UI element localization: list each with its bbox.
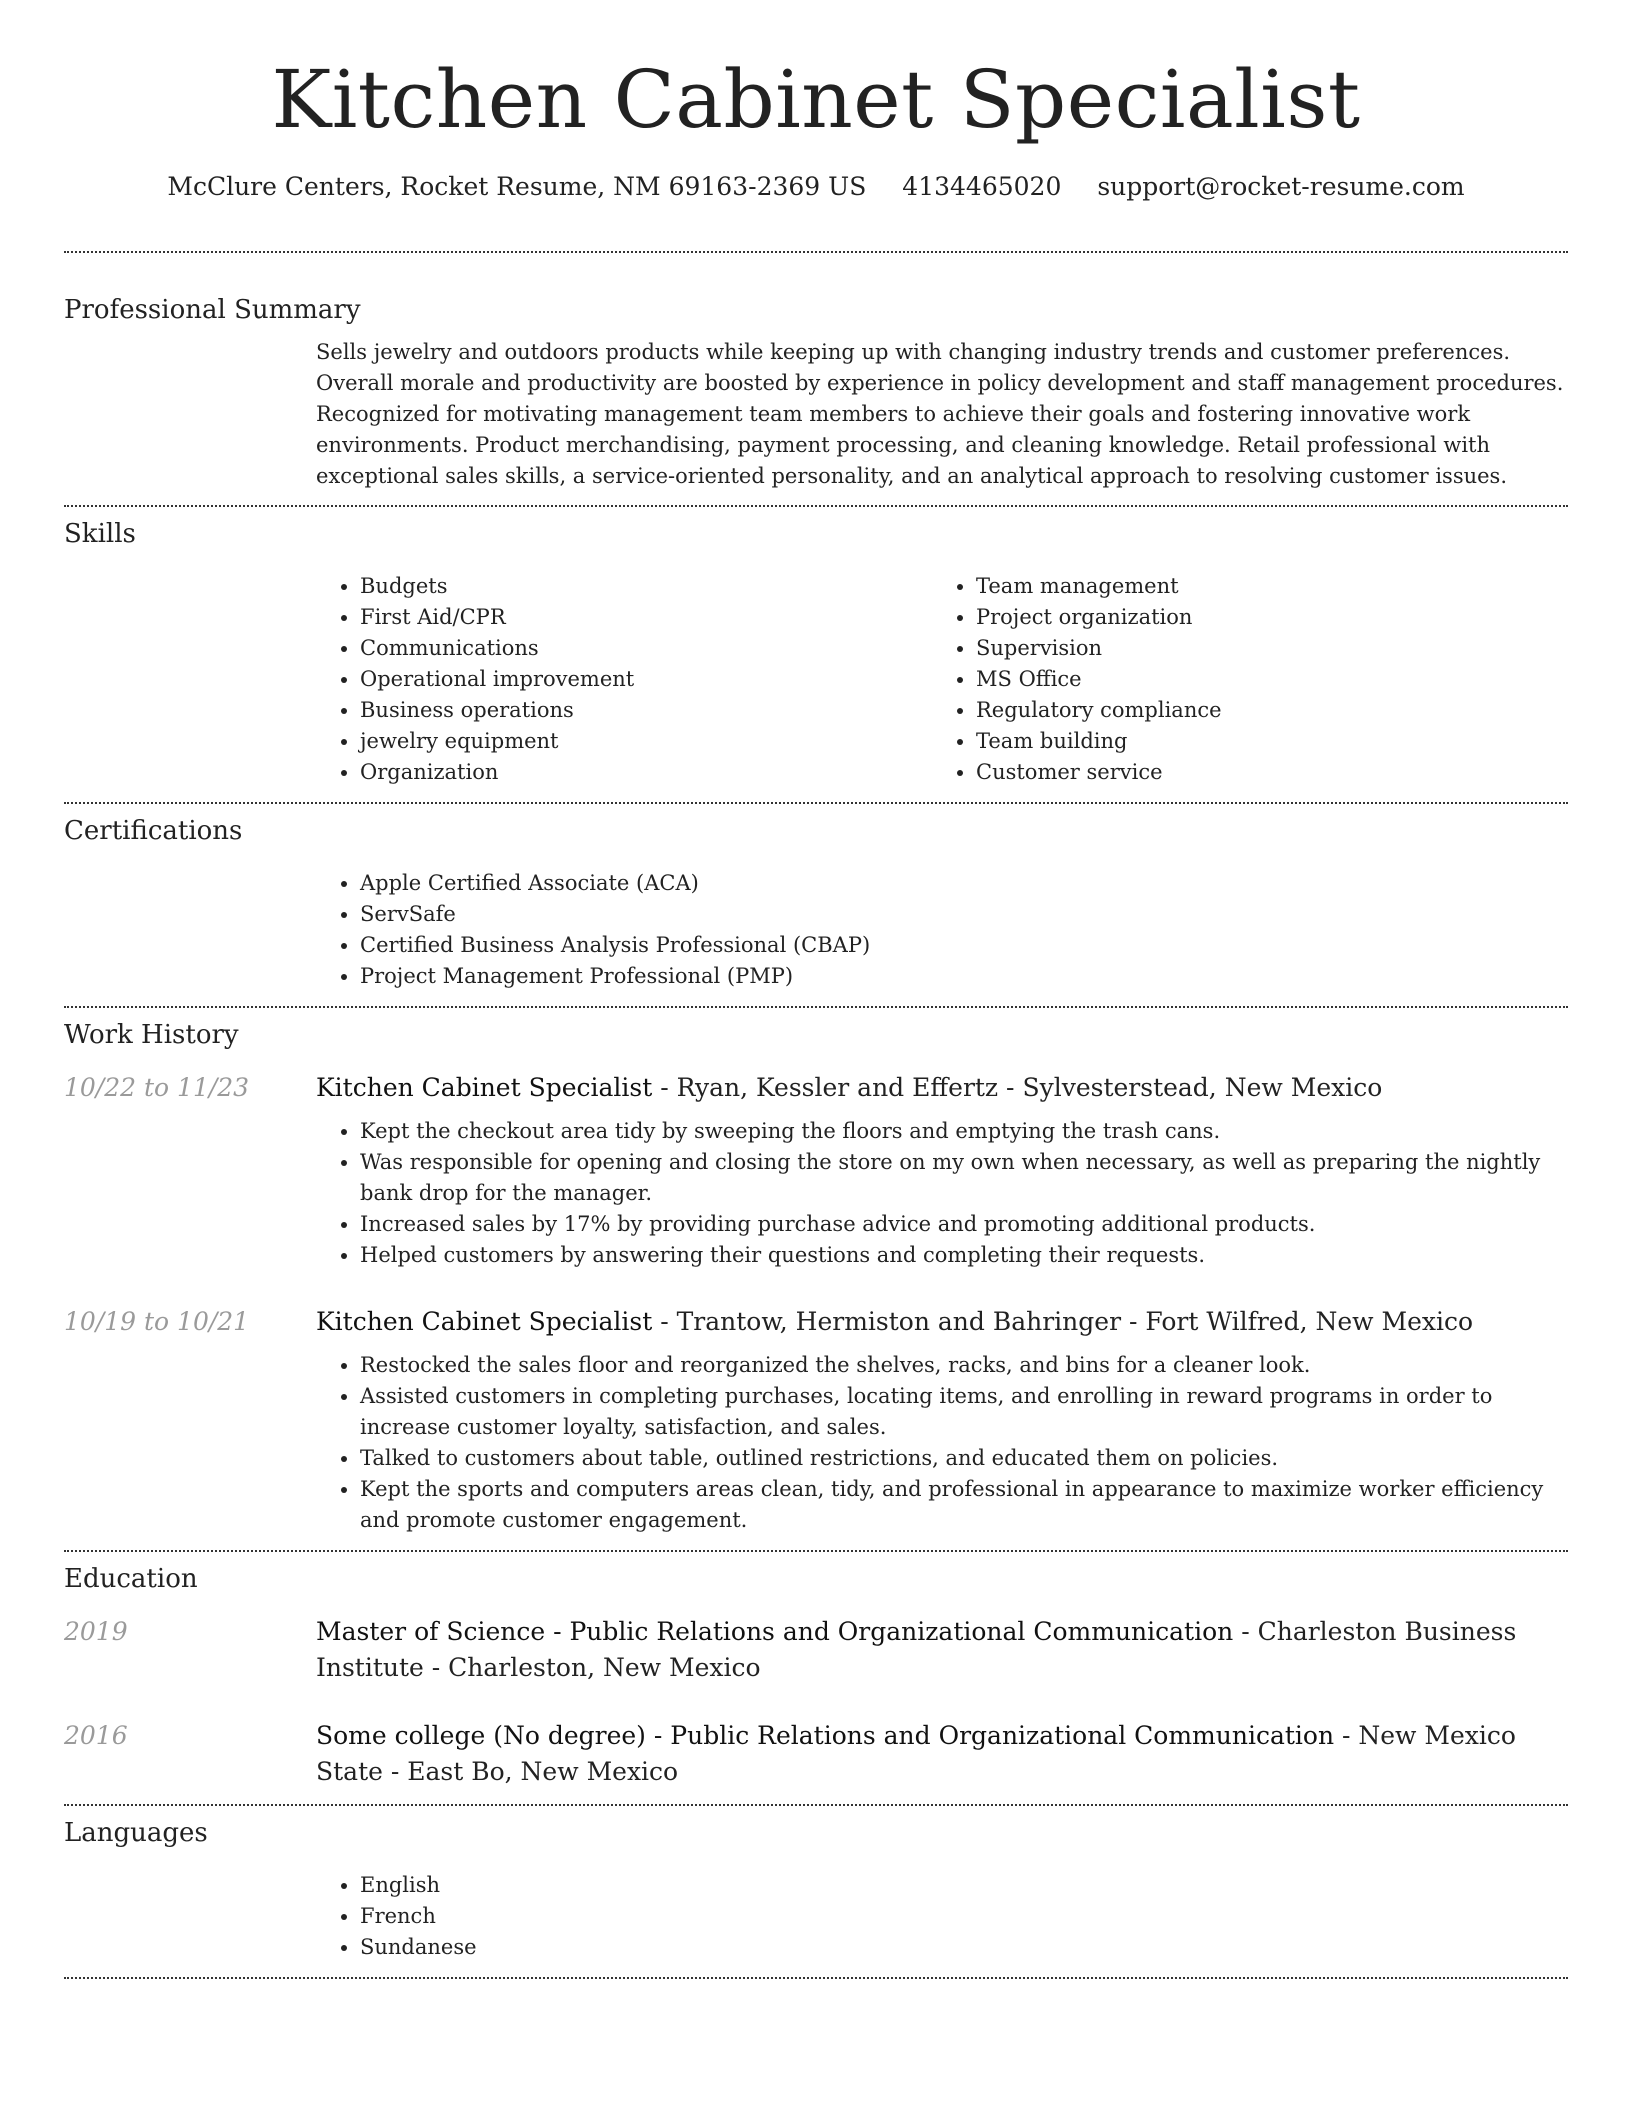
language-item: • English: [360, 1870, 1568, 1901]
languages-title: Languages: [64, 1818, 208, 1848]
languages-section: [64, 1806, 1568, 1977]
work-date: 10/22 to 11/23: [64, 1073, 250, 1102]
education-school: - New Mexico State - East Bo, New Mexico: [316, 1721, 1516, 1786]
work-bullet: • Helped customers by answering their questions and completing their requests.: [360, 1240, 1568, 1271]
contact-phone: 4134465020: [902, 172, 1062, 201]
education-degree: Some college (No degree) - Public Relations and Organizational Communication: [316, 1721, 1335, 1750]
skill-item: • Budgets: [360, 571, 932, 602]
skills-title: Skills: [64, 519, 136, 549]
work-date: 10/19 to 10/21: [64, 1307, 250, 1336]
education-date: 2019: [64, 1617, 128, 1646]
work-bullet: • Assisted customers in completing purchases, locating items, and enrolling in reward programs in order to increase customer loyalty, satisfaction, and sales.: [360, 1381, 1568, 1443]
skills-section: [64, 507, 1568, 802]
skill-item: • Regulatory compliance: [976, 695, 1548, 726]
skill-item: • Team building: [976, 726, 1548, 757]
work-section: [64, 1008, 1568, 1550]
education-entry-title: [316, 1718, 1568, 1790]
work-bullet: • Talked to customers about table, outlined restrictions, and educated them on policies.: [360, 1443, 1568, 1474]
skill-item: • Supervision: [976, 633, 1548, 664]
skill-item: • Operational improvement: [360, 664, 932, 695]
education-entry: [64, 1614, 1568, 1686]
work-bullets: [316, 1350, 1568, 1536]
certification-item: • Certified Business Analysis Professional (CBAP): [360, 930, 1568, 961]
work-bullet: • Kept the checkout area tidy by sweeping the floors and emptying the trash cans.: [360, 1116, 1568, 1147]
work-employer: - Trantow, Hermiston and Bahringer - Fort Wilfred, New Mexico: [652, 1307, 1474, 1336]
skill-item: • Project organization: [976, 602, 1548, 633]
contact-line: [64, 170, 1568, 204]
work-bullet: • Increased sales by 17% by providing purchase advice and promoting additional products.: [360, 1209, 1568, 1240]
summary-title: Professional Summary: [64, 295, 361, 325]
skill-item: • Customer service: [976, 757, 1548, 788]
certifications-section: [64, 804, 1568, 1006]
work-bullet: • Kept the sports and computers areas clean, tidy, and professional in appearance to maximize worker efficiency and promote customer engagement.: [360, 1474, 1568, 1536]
skill-item: • Organization: [360, 757, 932, 788]
education-section: [64, 1552, 1568, 1804]
skill-item: • Communications: [360, 633, 932, 664]
education-date: 2016: [64, 1721, 128, 1750]
language-item: • French: [360, 1901, 1568, 1932]
education-degree: Master of Science - Public Relations and Organizational Communication: [316, 1617, 1234, 1646]
certification-item: • Project Management Professional (PMP): [360, 961, 1568, 992]
work-role: Kitchen Cabinet Specialist: [316, 1307, 653, 1336]
certifications-title: Certifications: [64, 816, 243, 846]
contact-email: support@rocket-resume.com: [1097, 172, 1465, 201]
education-title: Education: [64, 1564, 198, 1594]
work-role: Kitchen Cabinet Specialist: [316, 1073, 653, 1102]
certifications-list: [316, 868, 1568, 1006]
education-school: - Charleston Business Institute - Charleston, New Mexico: [316, 1617, 1517, 1682]
skill-item: • Business operations: [360, 695, 932, 726]
education-entry-body: [316, 1614, 1568, 1686]
work-entry-title: [316, 1070, 1568, 1106]
work-entry: [64, 1304, 1568, 1550]
skill-item: • First Aid/CPR: [360, 602, 932, 633]
work-bullet: • Was responsible for opening and closing the store on my own when necessary, as well as preparing the nightly bank drop for the manager.: [360, 1147, 1568, 1209]
summary-section: [64, 253, 1568, 505]
work-entry-body: [316, 1304, 1568, 1536]
work-bullets: [316, 1116, 1568, 1271]
skills-column-right: [932, 571, 1548, 788]
work-entry: [64, 1070, 1568, 1271]
section-divider: [64, 1977, 1568, 1979]
work-title: Work History: [64, 1020, 239, 1050]
contact-address: McClure Centers, Rocket Resume, NM 69163-2369 US: [167, 172, 867, 201]
work-employer: - Ryan, Kessler and Effertz - Sylvesterstead, New Mexico: [652, 1073, 1383, 1102]
language-item: • Sundanese: [360, 1932, 1568, 1963]
candidate-name: Kitchen Cabinet Specialist: [271, 53, 1361, 146]
skills-column-left: [316, 571, 932, 788]
work-entry-title: [316, 1304, 1568, 1340]
languages-list: [316, 1870, 1568, 1977]
skill-item: • MS Office: [976, 664, 1548, 695]
work-bullet: • Restocked the sales floor and reorganized the shelves, racks, and bins for a cleaner look.: [360, 1350, 1568, 1381]
certification-item: • Apple Certified Associate (ACA): [360, 868, 1568, 899]
work-entry-body: [316, 1070, 1568, 1271]
resume-header: [64, 0, 1568, 204]
skills-list: [316, 571, 1568, 802]
skill-item: • Team management: [976, 571, 1548, 602]
certification-item: • ServSafe: [360, 899, 1568, 930]
summary-text: Sells jewelry and outdoors products while keeping up with changing industry trends and customer preferences. Overall morale and productivity are boosted by experience in policy development and staff management procedures. Recognized for motivating management team members to achieve their goals and fostering innovative work environments. Product merchandising, payment processing, and cleaning knowledge. Retail professional with exceptional sales skills, a service-oriented personality, and an analytical approach to resolving customer issues.: [316, 340, 1564, 488]
education-entry-title: [316, 1614, 1568, 1686]
education-entry-body: [316, 1718, 1568, 1790]
education-entry: [64, 1718, 1568, 1804]
skill-item: • jewelry equipment: [360, 726, 932, 757]
